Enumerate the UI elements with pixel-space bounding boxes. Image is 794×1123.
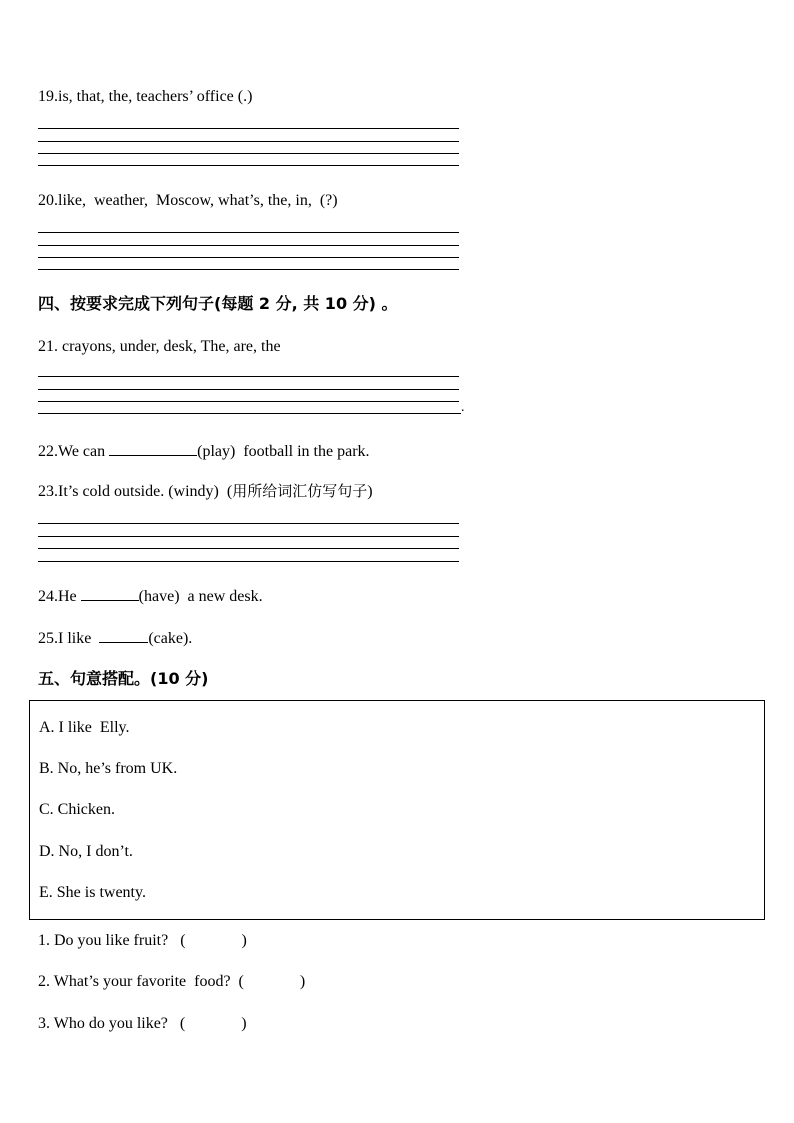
question-21 <box>38 337 281 357</box>
answer-line[interactable] <box>38 523 459 524</box>
answer-line[interactable] <box>38 389 459 390</box>
question-text-before: .I like <box>54 630 100 647</box>
trailing-period: . <box>461 400 465 415</box>
answer-line[interactable] <box>38 245 459 246</box>
option-b: B. No, he’s from UK. <box>39 760 178 777</box>
answer-line[interactable] <box>38 401 459 402</box>
fill-blank[interactable] <box>99 628 148 643</box>
section-4-heading: 四、按要求完成下列句子(每题 2 分, 共 10 分) 。 <box>38 294 398 313</box>
question-text-after: (play) football in the park. <box>197 443 370 460</box>
question-20 <box>38 191 338 211</box>
fill-blank[interactable] <box>109 441 197 456</box>
option-a: A. I like Elly. <box>39 719 130 736</box>
options-box <box>29 700 765 920</box>
fill-blank[interactable] <box>81 586 139 601</box>
answer-line[interactable] <box>38 561 459 562</box>
question-number: 24 <box>38 588 54 605</box>
answer-line[interactable] <box>38 165 459 166</box>
match-item-1[interactable]: 1. Do you like fruit? ( ) <box>38 932 247 949</box>
answer-line[interactable] <box>38 257 459 258</box>
question-close: ) <box>367 483 373 500</box>
question-text-after: (have) a new desk. <box>138 588 263 605</box>
answer-line[interactable] <box>38 141 459 142</box>
answer-line[interactable] <box>38 413 461 414</box>
question-text: .is, that, the, teachers’ office (.) <box>54 88 253 105</box>
question-hint: 用所给词汇仿写句子 <box>232 482 368 500</box>
match-item-3[interactable]: 3. Who do you like? ( ) <box>38 1015 247 1032</box>
question-25 <box>38 628 192 649</box>
question-text-before: .We can <box>54 443 110 460</box>
question-text: .like, weather, Moscow, what’s, the, in, (?) <box>54 192 338 209</box>
answer-line[interactable] <box>38 128 459 129</box>
question-text-before: .He <box>54 588 81 605</box>
option-c: C. Chicken. <box>39 801 115 818</box>
question-number: 21 <box>38 338 54 355</box>
answer-line[interactable] <box>38 232 459 233</box>
question-24 <box>38 586 263 607</box>
question-19 <box>38 87 252 107</box>
question-number: 22 <box>38 443 54 460</box>
answer-line[interactable] <box>38 376 459 377</box>
match-item-2[interactable]: 2. What’s your favorite food? ( ) <box>38 973 306 990</box>
question-text-after: (cake). <box>148 630 193 647</box>
question-number: 20 <box>38 192 54 209</box>
option-d: D. No, I don’t. <box>39 843 133 860</box>
question-text: .It’s cold outside. (windy) ( <box>54 483 233 500</box>
answer-line[interactable] <box>38 536 459 537</box>
answer-line[interactable] <box>38 548 459 549</box>
question-number: 25 <box>38 630 54 647</box>
section-5-heading: 五、句意搭配。(10 分) <box>38 669 209 688</box>
question-number: 19 <box>38 88 54 105</box>
answer-line[interactable] <box>38 153 459 154</box>
question-23 <box>38 481 373 502</box>
question-22 <box>38 441 370 462</box>
question-text: . crayons, under, desk, The, are, the <box>54 338 281 355</box>
option-e: E. She is twenty. <box>39 884 146 901</box>
question-number: 23 <box>38 483 54 500</box>
answer-line[interactable] <box>38 269 459 270</box>
